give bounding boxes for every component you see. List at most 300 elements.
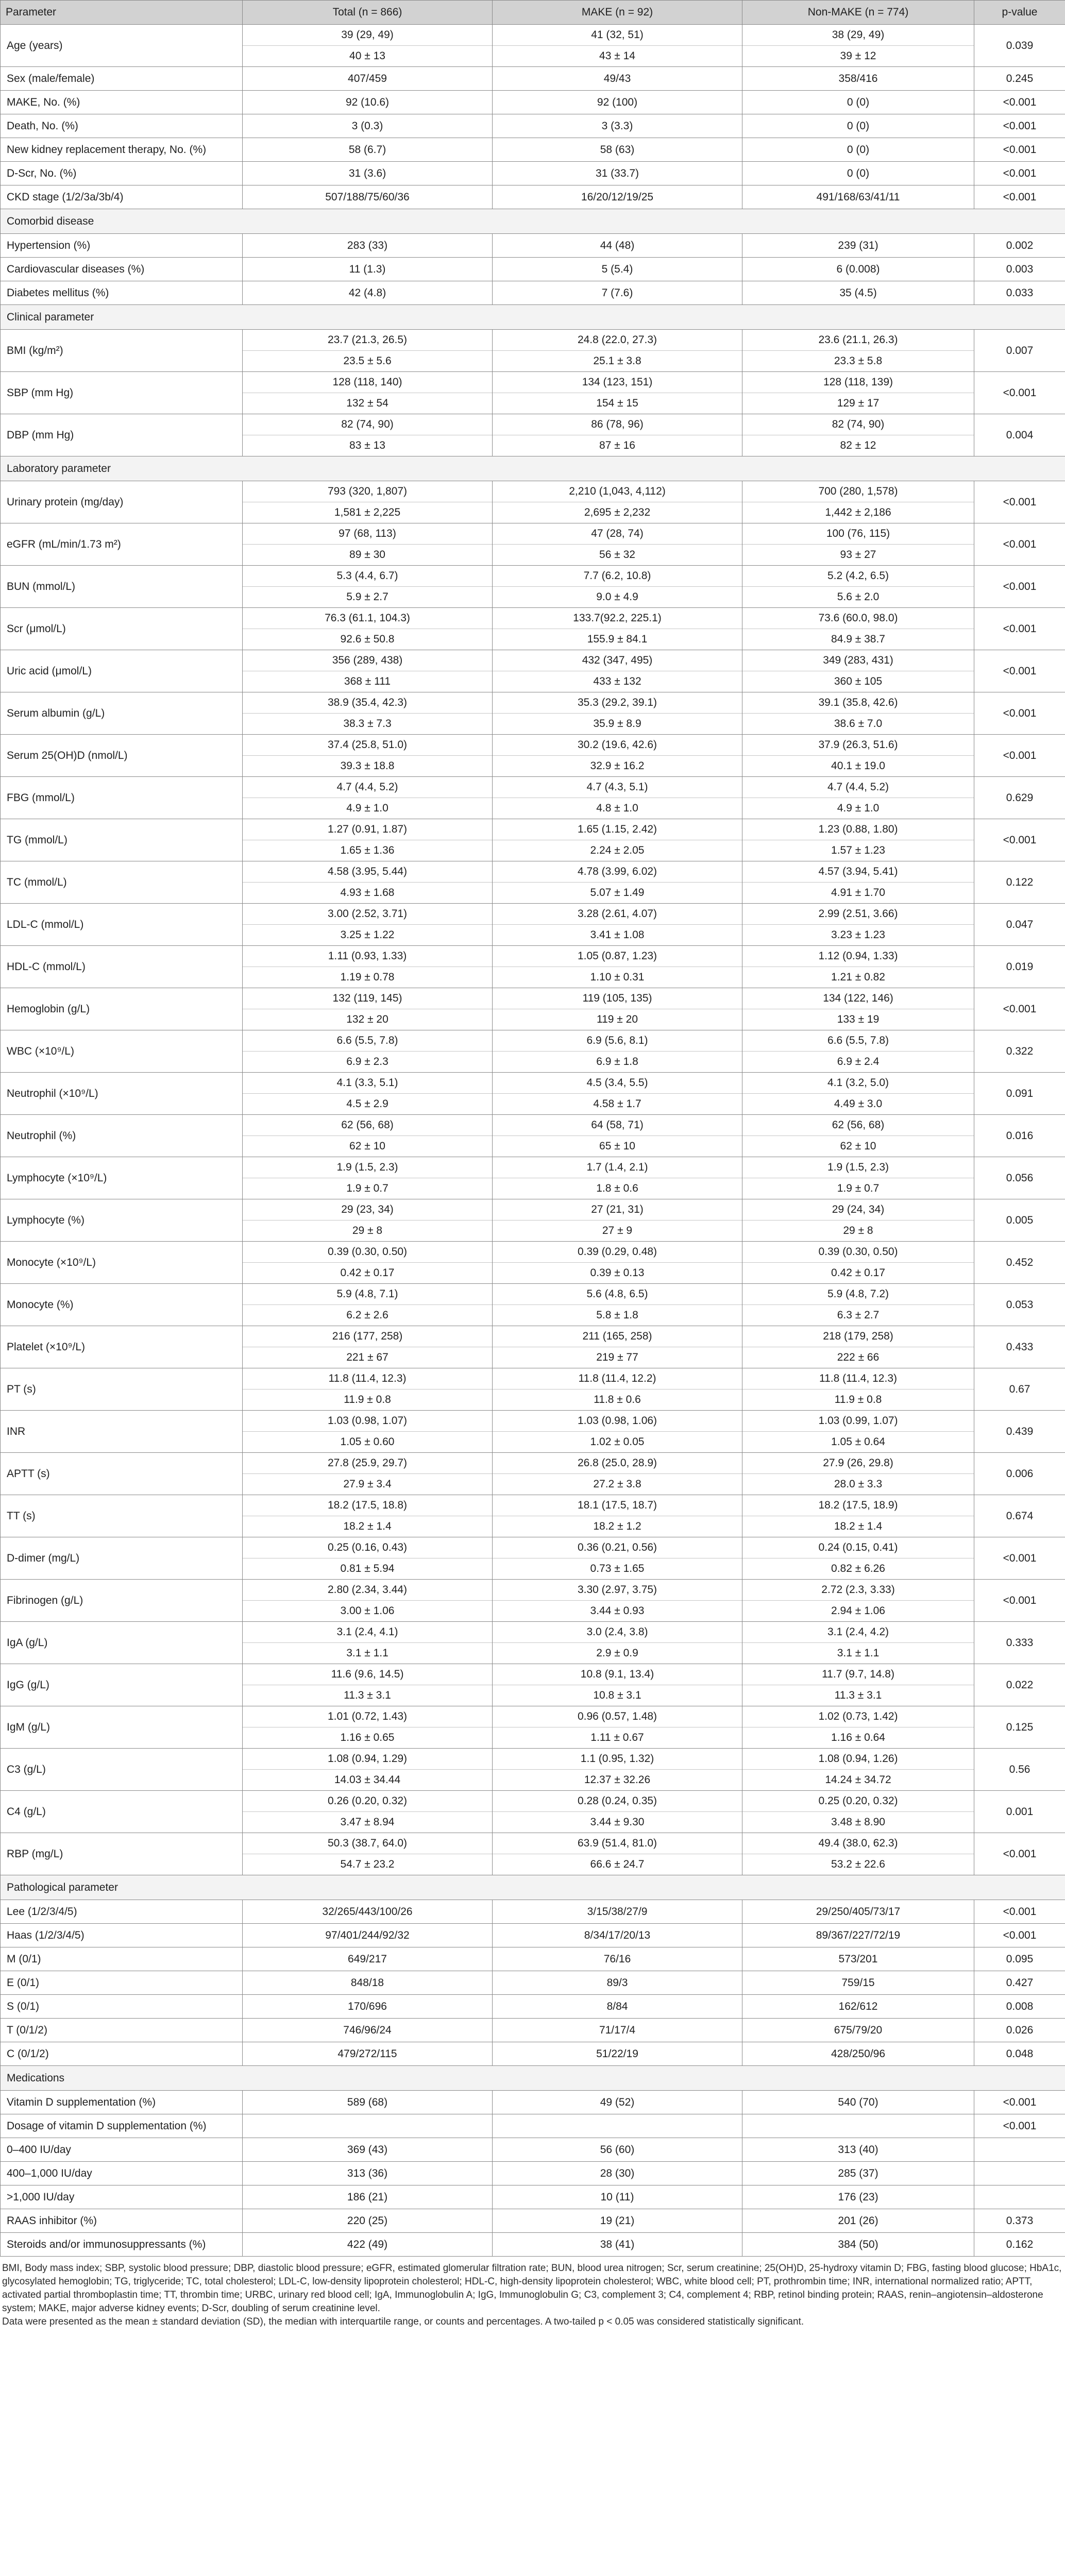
footnote-statistics-note: Data were presented as the mean ± standard deviation (SD), the median with interquartile range, or counts and percentages. A two-tailed p < 0.05 was considered statistically significant. xyxy=(2,2316,804,2327)
make-cell-median-iqr: 5.6 (4.8, 6.5) xyxy=(586,1288,648,1300)
table-row xyxy=(1,258,1065,281)
parameter-cell: Vitamin D supplementation (%) xyxy=(1,2091,243,2114)
table-row xyxy=(1,1115,1065,1157)
non-make-cell: 162/612 xyxy=(742,1995,974,2019)
make-cell-mean-sd: 4.58 ± 1.7 xyxy=(493,1093,742,1114)
make-cell-mean-sd: 154 ± 15 xyxy=(493,393,742,414)
total-cell xyxy=(243,1242,493,1284)
make-cell-median-iqr: 3.30 (2.97, 3.75) xyxy=(577,1584,657,1596)
non-make-cell-mean-sd: 3.1 ± 1.1 xyxy=(742,1642,974,1664)
non-make-cell: 675/79/20 xyxy=(742,2019,974,2042)
make-cell-median-iqr: 1.65 (1.15, 2.42) xyxy=(577,823,657,835)
total-cell: 92 (10.6) xyxy=(243,91,493,114)
non-make-cell xyxy=(742,566,974,608)
parameter-cell: WBC (×10⁹/L) xyxy=(1,1030,243,1073)
table-row xyxy=(1,523,1065,566)
non-make-cell xyxy=(742,1157,974,1199)
section-header-row xyxy=(1,305,1065,330)
make-cell: 44 (48) xyxy=(493,234,742,258)
total-cell-median-iqr: 1.03 (0.98, 1.07) xyxy=(327,1415,408,1427)
total-cell-mean-sd: 3.25 ± 1.22 xyxy=(243,924,492,945)
parameter-cell: APTT (s) xyxy=(1,1453,243,1495)
non-make-cell-mean-sd: 4.91 ± 1.70 xyxy=(742,882,974,903)
p-value-cell: <0.001 xyxy=(974,1900,1065,1924)
p-value-cell: <0.001 xyxy=(974,91,1065,114)
make-cell-median-iqr: 63.9 (51.4, 81.0) xyxy=(577,1837,657,1849)
non-make-cell-median-iqr: 82 (74, 90) xyxy=(832,418,885,430)
make-cell-median-iqr: 4.7 (4.3, 5.1) xyxy=(586,781,648,793)
make-cell xyxy=(493,1706,742,1749)
non-make-cell-mean-sd: 11.9 ± 0.8 xyxy=(742,1389,974,1410)
table-row xyxy=(1,91,1065,114)
non-make-cell-mean-sd: 53.2 ± 22.6 xyxy=(742,1854,974,1875)
make-cell-median-iqr: 10.8 (9.1, 13.4) xyxy=(580,1668,654,1680)
table-row xyxy=(1,1242,1065,1284)
non-make-cell-mean-sd: 28.0 ± 3.3 xyxy=(742,1473,974,1495)
make-cell-mean-sd: 43 ± 14 xyxy=(493,45,742,66)
p-value-cell: <0.001 xyxy=(974,138,1065,162)
make-cell: 8/34/17/20/13 xyxy=(493,1924,742,1947)
total-cell-median-iqr: 132 (119, 145) xyxy=(332,992,402,1004)
parameter-cell: PT (s) xyxy=(1,1368,243,1411)
parameter-cell: M (0/1) xyxy=(1,1947,243,1971)
parameter-cell: Hypertension (%) xyxy=(1,234,243,258)
total-cell-mean-sd: 4.93 ± 1.68 xyxy=(243,882,492,903)
total-cell xyxy=(243,1030,493,1073)
make-cell-median-iqr: 64 (58, 71) xyxy=(591,1119,644,1131)
non-make-cell-median-iqr: 4.1 (3.2, 5.0) xyxy=(827,1077,889,1089)
make-cell: 16/20/12/19/25 xyxy=(493,185,742,209)
total-cell-median-iqr: 76.3 (61.1, 104.3) xyxy=(325,612,410,624)
table-row xyxy=(1,566,1065,608)
total-cell-mean-sd: 40 ± 13 xyxy=(243,45,492,66)
non-make-cell-mean-sd: 0.42 ± 0.17 xyxy=(742,1262,974,1283)
total-cell xyxy=(243,372,493,414)
parameter-cell: Age (years) xyxy=(1,25,243,67)
table-row xyxy=(1,650,1065,692)
make-cell-median-iqr: 1.1 (0.95, 1.32) xyxy=(580,1753,654,1765)
table-row xyxy=(1,1924,1065,1947)
non-make-cell xyxy=(742,1664,974,1706)
total-cell-median-iqr: 1.9 (1.5, 2.3) xyxy=(336,1161,398,1173)
total-cell-median-iqr: 5.3 (4.4, 6.7) xyxy=(336,570,398,582)
non-make-cell: 428/250/96 xyxy=(742,2042,974,2066)
total-cell xyxy=(243,1537,493,1580)
total-cell: 313 (36) xyxy=(243,2162,493,2185)
p-value-cell: 0.373 xyxy=(974,2209,1065,2233)
total-cell-mean-sd: 83 ± 13 xyxy=(243,435,492,456)
total-cell-median-iqr: 2.80 (2.34, 3.44) xyxy=(327,1584,408,1596)
non-make-cell: 89/367/227/72/19 xyxy=(742,1924,974,1947)
total-cell: 507/188/75/60/36 xyxy=(243,185,493,209)
make-cell: 49/43 xyxy=(493,67,742,91)
make-cell xyxy=(493,1791,742,1833)
non-make-cell-mean-sd: 23.3 ± 5.8 xyxy=(742,350,974,371)
p-value-cell: <0.001 xyxy=(974,1537,1065,1580)
total-cell-mean-sd: 23.5 ± 5.6 xyxy=(243,350,492,371)
total-cell-mean-sd: 132 ± 20 xyxy=(243,1009,492,1030)
table-row xyxy=(1,1157,1065,1199)
p-value-cell: 0.162 xyxy=(974,2233,1065,2257)
non-make-cell-median-iqr: 1.9 (1.5, 2.3) xyxy=(827,1161,889,1173)
p-value-cell: 0.004 xyxy=(974,414,1065,456)
make-cell-mean-sd: 0.73 ± 1.65 xyxy=(493,1558,742,1579)
p-value-cell: 0.67 xyxy=(974,1368,1065,1411)
non-make-cell-median-iqr: 27.9 (26, 29.8) xyxy=(823,1457,893,1469)
make-cell xyxy=(493,1199,742,1242)
total-cell xyxy=(243,1833,493,1875)
parameter-cell: D-dimer (mg/L) xyxy=(1,1537,243,1580)
total-cell xyxy=(243,692,493,735)
non-make-cell-median-iqr: 3.1 (2.4, 4.2) xyxy=(827,1626,889,1638)
parameter-cell: >1,000 IU/day xyxy=(1,2185,243,2209)
total-cell-median-iqr: 4.7 (4.4, 5.2) xyxy=(336,781,398,793)
table-row xyxy=(1,735,1065,777)
make-cell xyxy=(493,904,742,946)
parameter-cell: Haas (1/2/3/4/5) xyxy=(1,1924,243,1947)
make-cell-median-iqr: 1.05 (0.87, 1.23) xyxy=(577,950,657,962)
non-make-cell-median-iqr: 29 (24, 34) xyxy=(832,1204,885,1215)
non-make-cell: 313 (40) xyxy=(742,2138,974,2162)
make-cell-median-iqr: 11.8 (11.4, 12.2) xyxy=(578,1372,656,1384)
make-cell-median-iqr: 18.1 (17.5, 18.7) xyxy=(577,1499,657,1511)
total-cell xyxy=(243,988,493,1030)
total-cell xyxy=(243,1411,493,1453)
non-make-cell-mean-sd: 3.48 ± 8.90 xyxy=(742,1811,974,1833)
total-cell-median-iqr: 793 (320, 1,807) xyxy=(327,485,408,497)
total-cell-mean-sd: 62 ± 10 xyxy=(243,1136,492,1157)
make-cell-mean-sd: 3.41 ± 1.08 xyxy=(493,924,742,945)
total-cell-median-iqr: 0.25 (0.16, 0.43) xyxy=(327,1541,408,1553)
parameter-cell: Serum albumin (g/L) xyxy=(1,692,243,735)
make-cell-mean-sd: 11.8 ± 0.6 xyxy=(493,1389,742,1410)
parameter-cell: BUN (mmol/L) xyxy=(1,566,243,608)
parameter-cell: Steroids and/or immunosuppressants (%) xyxy=(1,2233,243,2257)
parameter-cell: C3 (g/L) xyxy=(1,1749,243,1791)
total-cell xyxy=(243,650,493,692)
make-cell: 38 (41) xyxy=(493,2233,742,2257)
total-cell: 848/18 xyxy=(243,1971,493,1995)
table-row xyxy=(1,819,1065,861)
make-cell-median-iqr: 0.39 (0.29, 0.48) xyxy=(577,1246,657,1258)
non-make-cell-mean-sd: 1.16 ± 0.64 xyxy=(742,1727,974,1748)
non-make-cell-median-iqr: 1.12 (0.94, 1.33) xyxy=(818,950,898,962)
non-make-cell xyxy=(742,372,974,414)
make-cell-mean-sd: 87 ± 16 xyxy=(493,435,742,456)
make-cell xyxy=(493,735,742,777)
make-cell xyxy=(493,1284,742,1326)
table-row xyxy=(1,1749,1065,1791)
non-make-cell-mean-sd: 82 ± 12 xyxy=(742,435,974,456)
table-row xyxy=(1,2019,1065,2042)
make-cell-mean-sd: 66.6 ± 24.7 xyxy=(493,1854,742,1875)
table-row xyxy=(1,1971,1065,1995)
table-row xyxy=(1,185,1065,209)
parameter-cell: C4 (g/L) xyxy=(1,1791,243,1833)
section-title: Pathological parameter xyxy=(1,1875,1065,1900)
parameter-cell: BMI (kg/m²) xyxy=(1,330,243,372)
non-make-cell: 0 (0) xyxy=(742,91,974,114)
table-row xyxy=(1,162,1065,185)
table-row xyxy=(1,861,1065,904)
non-make-cell-mean-sd: 360 ± 105 xyxy=(742,671,974,692)
p-value-cell: <0.001 xyxy=(974,2091,1065,2114)
non-make-cell-median-iqr: 18.2 (17.5, 18.9) xyxy=(818,1499,898,1511)
p-value-cell: <0.001 xyxy=(974,1833,1065,1875)
section-title: Comorbid disease xyxy=(1,209,1065,234)
make-cell-median-iqr: 27 (21, 31) xyxy=(591,1204,644,1215)
make-cell xyxy=(493,1157,742,1199)
parameter-cell: CKD stage (1/2/3a/3b/4) xyxy=(1,185,243,209)
make-cell-mean-sd: 1.8 ± 0.6 xyxy=(493,1178,742,1199)
table-row xyxy=(1,2042,1065,2066)
make-cell-mean-sd: 2,695 ± 2,232 xyxy=(493,502,742,523)
total-cell: 186 (21) xyxy=(243,2185,493,2209)
table-row xyxy=(1,1453,1065,1495)
p-value-cell: 0.245 xyxy=(974,67,1065,91)
make-cell-mean-sd: 2.24 ± 2.05 xyxy=(493,840,742,861)
total-cell-mean-sd: 4.9 ± 1.0 xyxy=(243,798,492,819)
make-cell xyxy=(493,1749,742,1791)
make-cell-median-iqr: 3.28 (2.61, 4.07) xyxy=(577,908,657,920)
p-value-cell: 0.629 xyxy=(974,777,1065,819)
non-make-cell-median-iqr: 2.72 (2.3, 3.33) xyxy=(821,1584,895,1596)
make-cell xyxy=(493,2114,742,2138)
total-cell-mean-sd: 368 ± 111 xyxy=(243,671,492,692)
total-cell xyxy=(243,608,493,650)
make-cell-mean-sd: 65 ± 10 xyxy=(493,1136,742,1157)
parameter-cell: Platelet (×10⁹/L) xyxy=(1,1326,243,1368)
table-row xyxy=(1,1537,1065,1580)
parameter-cell: 0–400 IU/day xyxy=(1,2138,243,2162)
table-row xyxy=(1,1199,1065,1242)
total-cell-median-iqr: 38.9 (35.4, 42.3) xyxy=(327,697,408,708)
parameter-cell: HDL-C (mmol/L) xyxy=(1,946,243,988)
p-value-cell: 0.053 xyxy=(974,1284,1065,1326)
make-cell-median-iqr: 432 (347, 495) xyxy=(582,654,653,666)
make-cell-mean-sd: 5.8 ± 1.8 xyxy=(493,1304,742,1326)
section-title: Clinical parameter xyxy=(1,305,1065,330)
non-make-cell-mean-sd: 129 ± 17 xyxy=(742,393,974,414)
total-cell: 422 (49) xyxy=(243,2233,493,2257)
header-non-make: Non-MAKE (n = 774) xyxy=(742,1,974,25)
p-value-cell: 0.026 xyxy=(974,2019,1065,2042)
p-value-cell: 0.439 xyxy=(974,1411,1065,1453)
make-cell xyxy=(493,523,742,566)
non-make-cell-median-iqr: 0.25 (0.20, 0.32) xyxy=(818,1795,898,1807)
section-title: Medications xyxy=(1,2066,1065,2091)
non-make-cell xyxy=(742,1242,974,1284)
non-make-cell: 573/201 xyxy=(742,1947,974,1971)
p-value-cell: 0.002 xyxy=(974,234,1065,258)
non-make-cell-median-iqr: 38 (29, 49) xyxy=(832,29,885,41)
p-value-cell: <0.001 xyxy=(974,481,1065,523)
total-cell-median-iqr: 3.1 (2.4, 4.1) xyxy=(336,1626,398,1638)
p-value-cell: 0.056 xyxy=(974,1157,1065,1199)
total-cell-mean-sd: 54.7 ± 23.2 xyxy=(243,1854,492,1875)
make-cell-median-iqr: 1.03 (0.98, 1.06) xyxy=(577,1415,657,1427)
table-row xyxy=(1,2114,1065,2138)
non-make-cell xyxy=(742,1284,974,1326)
parameter-cell: 400–1,000 IU/day xyxy=(1,2162,243,2185)
non-make-cell xyxy=(742,692,974,735)
total-cell-median-iqr: 37.4 (25.8, 51.0) xyxy=(327,739,408,751)
make-cell xyxy=(493,946,742,988)
non-make-cell: 759/15 xyxy=(742,1971,974,1995)
p-value-cell: <0.001 xyxy=(974,2114,1065,2138)
make-cell-mean-sd: 3.44 ± 0.93 xyxy=(493,1600,742,1621)
total-cell: 407/459 xyxy=(243,67,493,91)
total-cell: 283 (33) xyxy=(243,234,493,258)
total-cell-mean-sd: 11.9 ± 0.8 xyxy=(243,1389,492,1410)
p-value-cell: 0.095 xyxy=(974,1947,1065,1971)
non-make-cell: 384 (50) xyxy=(742,2233,974,2257)
total-cell-mean-sd: 1.65 ± 1.36 xyxy=(243,840,492,861)
non-make-cell-mean-sd: 11.3 ± 3.1 xyxy=(742,1685,974,1706)
make-cell xyxy=(493,1622,742,1664)
non-make-cell-mean-sd: 222 ± 66 xyxy=(742,1347,974,1368)
p-value-cell: <0.001 xyxy=(974,566,1065,608)
non-make-cell: 6 (0.008) xyxy=(742,258,974,281)
make-cell: 3/15/38/27/9 xyxy=(493,1900,742,1924)
total-cell-median-iqr: 97 (68, 113) xyxy=(339,528,396,539)
parameter-cell: E (0/1) xyxy=(1,1971,243,1995)
total-cell xyxy=(243,1199,493,1242)
header-total: Total (n = 866) xyxy=(243,1,493,25)
total-cell-mean-sd: 39.3 ± 18.8 xyxy=(243,755,492,776)
make-cell-median-iqr: 3.0 (2.4, 3.8) xyxy=(586,1626,648,1638)
non-make-cell xyxy=(742,1791,974,1833)
total-cell xyxy=(243,946,493,988)
p-value-cell: 0.001 xyxy=(974,1791,1065,1833)
make-cell-median-iqr: 119 (105, 135) xyxy=(582,992,652,1004)
non-make-cell-median-iqr: 218 (179, 258) xyxy=(823,1330,893,1342)
non-make-cell-median-iqr: 23.6 (21.1, 26.3) xyxy=(818,334,898,346)
total-cell xyxy=(243,25,493,67)
total-cell xyxy=(243,1706,493,1749)
make-cell: 51/22/19 xyxy=(493,2042,742,2066)
total-cell-mean-sd: 0.81 ± 5.94 xyxy=(243,1558,492,1579)
make-cell: 10 (11) xyxy=(493,2185,742,2209)
parameter-cell: IgM (g/L) xyxy=(1,1706,243,1749)
non-make-cell: 239 (31) xyxy=(742,234,974,258)
non-make-cell xyxy=(742,1537,974,1580)
p-value-cell xyxy=(974,2138,1065,2162)
table-row xyxy=(1,2209,1065,2233)
parameter-cell: Lymphocyte (%) xyxy=(1,1199,243,1242)
total-cell-median-iqr: 1.08 (0.94, 1.29) xyxy=(327,1753,408,1765)
make-cell xyxy=(493,861,742,904)
p-value-cell: <0.001 xyxy=(974,735,1065,777)
parameter-cell: Monocyte (×10⁹/L) xyxy=(1,1242,243,1284)
p-value-cell: <0.001 xyxy=(974,523,1065,566)
parameter-cell: Neutrophil (%) xyxy=(1,1115,243,1157)
make-cell-median-iqr: 134 (123, 151) xyxy=(582,376,653,388)
non-make-cell-mean-sd: 29 ± 8 xyxy=(742,1220,974,1241)
make-cell-mean-sd: 12.37 ± 32.26 xyxy=(493,1769,742,1790)
p-value-cell: <0.001 xyxy=(974,162,1065,185)
make-cell-mean-sd: 27 ± 9 xyxy=(493,1220,742,1241)
make-cell xyxy=(493,1833,742,1875)
make-cell-median-iqr: 4.78 (3.99, 6.02) xyxy=(577,866,657,877)
non-make-cell: 35 (4.5) xyxy=(742,281,974,305)
non-make-cell-mean-sd: 1.57 ± 1.23 xyxy=(742,840,974,861)
total-cell-median-iqr: 6.6 (5.5, 7.8) xyxy=(336,1035,398,1046)
total-cell xyxy=(243,1495,493,1537)
non-make-cell-median-iqr: 49.4 (38.0, 62.3) xyxy=(818,1837,898,1849)
total-cell xyxy=(243,414,493,456)
total-cell xyxy=(243,330,493,372)
parameter-cell: Hemoglobin (g/L) xyxy=(1,988,243,1030)
parameter-cell: TG (mmol/L) xyxy=(1,819,243,861)
non-make-cell xyxy=(742,1580,974,1622)
total-cell-mean-sd: 1,581 ± 2,225 xyxy=(243,502,492,523)
table-row xyxy=(1,1947,1065,1971)
non-make-cell xyxy=(742,861,974,904)
p-value-cell: 0.033 xyxy=(974,281,1065,305)
table-row xyxy=(1,904,1065,946)
section-header-row xyxy=(1,456,1065,481)
make-cell xyxy=(493,25,742,67)
make-cell-mean-sd: 25.1 ± 3.8 xyxy=(493,350,742,371)
non-make-cell-mean-sd: 6.3 ± 2.7 xyxy=(742,1304,974,1326)
p-value-cell: 0.427 xyxy=(974,1971,1065,1995)
make-cell: 71/17/4 xyxy=(493,2019,742,2042)
total-cell xyxy=(243,523,493,566)
p-value-cell: 0.007 xyxy=(974,330,1065,372)
total-cell-mean-sd: 27.9 ± 3.4 xyxy=(243,1473,492,1495)
p-value-cell: 0.322 xyxy=(974,1030,1065,1073)
total-cell-median-iqr: 18.2 (17.5, 18.8) xyxy=(327,1499,408,1511)
non-make-cell xyxy=(742,1115,974,1157)
parameter-cell: eGFR (mL/min/1.73 m²) xyxy=(1,523,243,566)
total-cell xyxy=(243,1073,493,1115)
total-cell: 220 (25) xyxy=(243,2209,493,2233)
non-make-cell-mean-sd: 6.9 ± 2.4 xyxy=(742,1051,974,1072)
total-cell: 31 (3.6) xyxy=(243,162,493,185)
parameter-cell: Neutrophil (×10⁹/L) xyxy=(1,1073,243,1115)
total-cell xyxy=(243,566,493,608)
table-row xyxy=(1,1073,1065,1115)
non-make-cell xyxy=(742,1368,974,1411)
non-make-cell-median-iqr: 39.1 (35.8, 42.6) xyxy=(818,697,898,708)
p-value-cell: 0.003 xyxy=(974,258,1065,281)
p-value-cell: 0.022 xyxy=(974,1664,1065,1706)
p-value-cell: 0.039 xyxy=(974,25,1065,67)
make-cell-mean-sd: 119 ± 20 xyxy=(493,1009,742,1030)
total-cell-mean-sd: 3.1 ± 1.1 xyxy=(243,1642,492,1664)
make-cell xyxy=(493,1368,742,1411)
non-make-cell xyxy=(742,25,974,67)
table-row xyxy=(1,1664,1065,1706)
make-cell xyxy=(493,1326,742,1368)
footnote-abbreviations: BMI, Body mass index; SBP, systolic blood pressure; DBP, diastolic blood pressure; eGFR, estimated glomerular filtration rate; BUN, blood urea nitrogen; Scr, serum creatinine; 25(OH)D, 25-hydroxy vitamin D; FBG, fasting blood glucose; HbA1c, glycosylated hemoglobin; TG, triglyceride; TC, total cholesterol; LDL-C, low-density lipoprotein cholesterol; HDL-C, high-density lipoprotein cholesterol; WBC, white blood cell; PT, prothrombin time; INR, international normalized ratio; APTT, activated partial thromboplastin time; TT, thrombin time; URBC, urinary red blood cell; IgA, Immunoglobulin A; IgG, Immunoglobulin G; C3, complement 3; C4, complement 4; RBP, retinol binding protein; RAAS, renin–angiotensin–aldosterone system; MAKE, major adverse kidney events; D-Scr, doubling of serum creatinine level. xyxy=(2,2263,1062,2314)
non-make-cell-median-iqr: 1.03 (0.99, 1.07) xyxy=(818,1415,898,1427)
p-value-cell: <0.001 xyxy=(974,372,1065,414)
non-make-cell xyxy=(742,1749,974,1791)
total-cell-mean-sd: 3.47 ± 8.94 xyxy=(243,1811,492,1833)
table-row xyxy=(1,1833,1065,1875)
p-value-cell: 0.125 xyxy=(974,1706,1065,1749)
table-row xyxy=(1,1411,1065,1453)
total-cell-mean-sd: 1.05 ± 0.60 xyxy=(243,1431,492,1452)
parameter-cell: MAKE, No. (%) xyxy=(1,91,243,114)
non-make-cell-mean-sd: 5.6 ± 2.0 xyxy=(742,586,974,607)
p-value-cell: <0.001 xyxy=(974,185,1065,209)
table-row xyxy=(1,777,1065,819)
parameter-cell: IgG (g/L) xyxy=(1,1664,243,1706)
parameter-cell: LDL-C (mmol/L) xyxy=(1,904,243,946)
